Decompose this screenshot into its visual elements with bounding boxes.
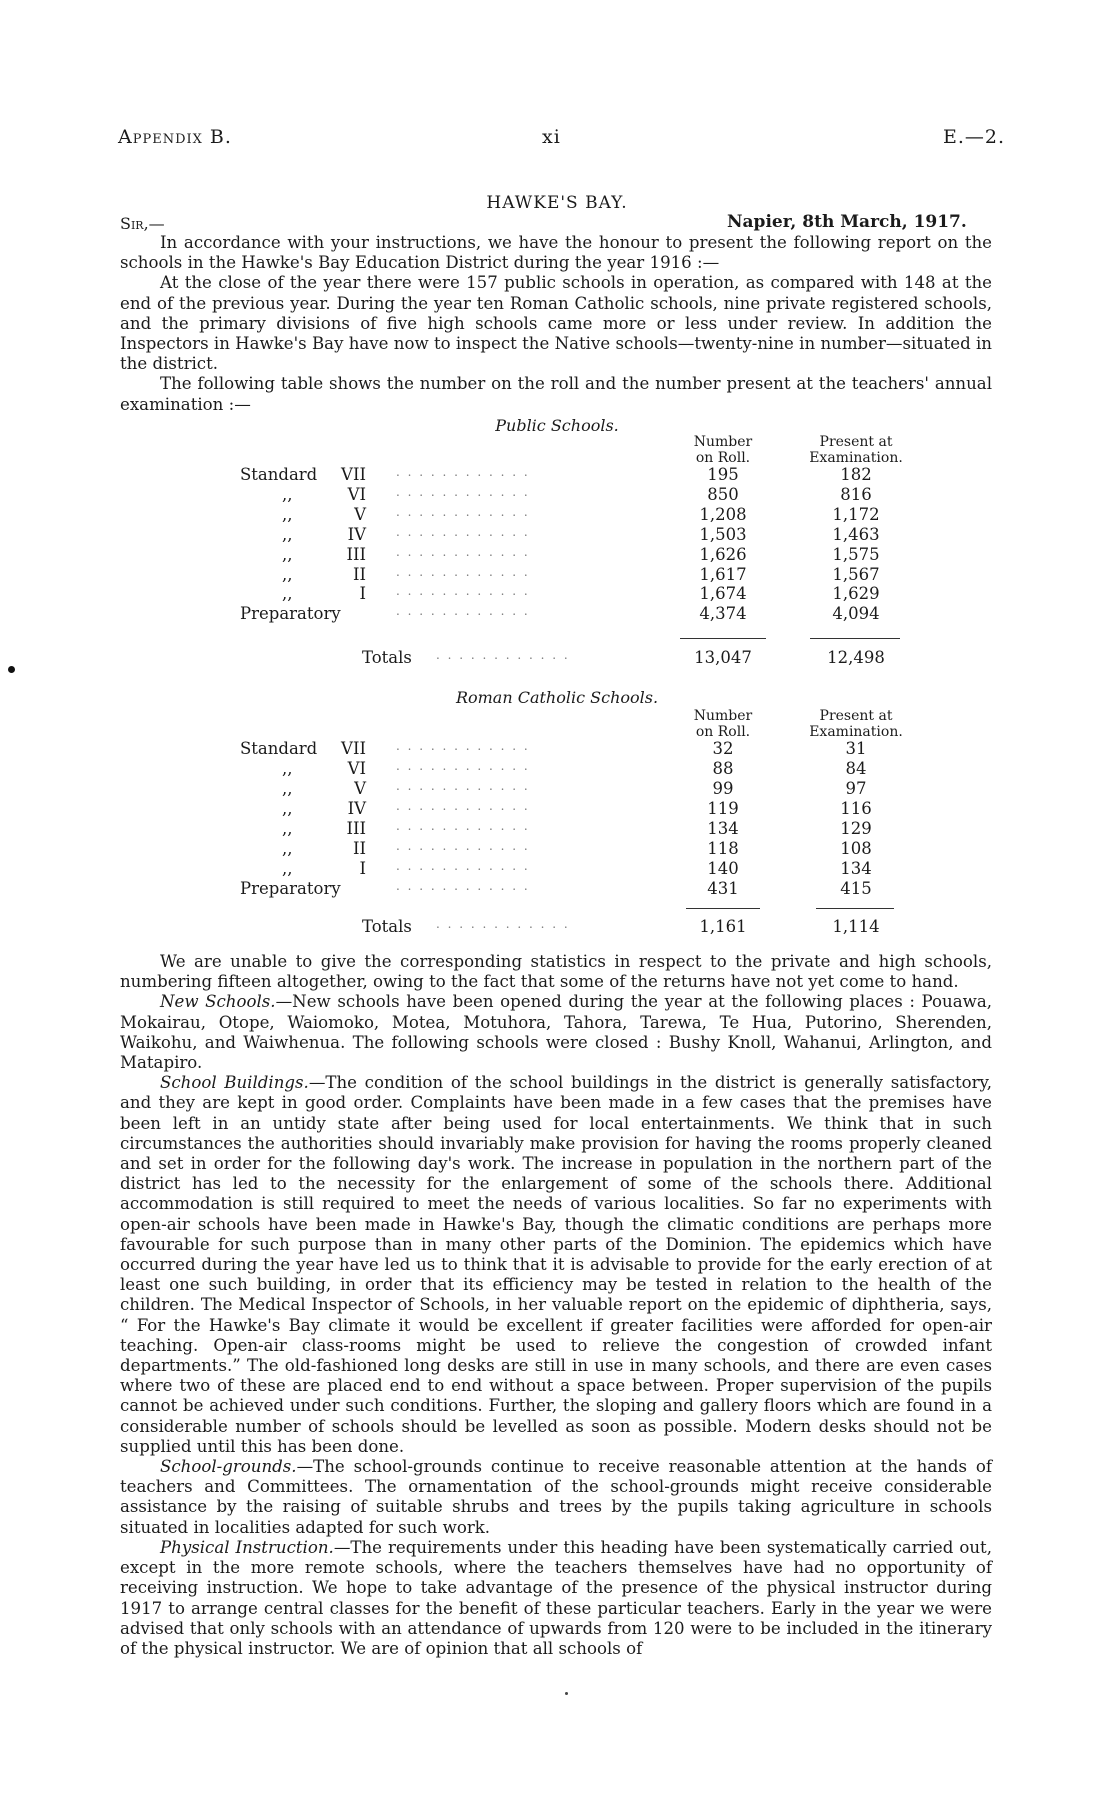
leader-dots: . . . . . . . . . . . .	[396, 779, 530, 793]
col-head-line: on Roll.	[695, 724, 751, 740]
header-appendix: Appendix B.	[118, 126, 232, 148]
leader-dots: . . . . . . . . . . . .	[396, 524, 530, 539]
paragraph-text: —New schools have been opened during the year at the following places : Pouawa, Mokairau, Otope, Waiomoko, Motea, Motuhora, Tahora, Tarewa, Te Hua, Putorino, Sherenden, Waikohu, and Waiwhenua. The following schools were closed : Bushy Knoll, Wahanui, Arlington, and Matapiro.	[120, 992, 992, 1073]
intro-section	[120, 233, 992, 415]
table-row	[0, 565, 1114, 585]
paragraph-heading: Physical Instruction.	[160, 1537, 334, 1557]
leader-dots: . . . . . . . . . . . .	[396, 544, 530, 559]
intro-paragraph: In accordance with your instructions, we have the honour to present the following report on the schools in the Hawke's Bay Education District during the year 1916 :—	[120, 233, 992, 273]
row-standard: III	[346, 544, 366, 564]
cell-present: 134	[840, 859, 872, 878]
totals-present: 12,498	[827, 648, 885, 667]
row-standard: V	[354, 504, 366, 524]
row-label: Standard	[240, 739, 318, 758]
cell-roll: 1,617	[699, 564, 747, 584]
cell-roll: 850	[707, 484, 739, 504]
row-standard: V	[354, 779, 366, 798]
intro-paragraph: The following table shows the number on the roll and the number present at the teachers' annual examination :—	[120, 374, 992, 414]
leader-dots: . . . . . . . . . . . .	[396, 739, 530, 753]
paragraph-text: —The requirements under this heading have been systematically carried out, except in the more remote schools, where the teachers themselves have had no opportunity of receiving instruction. We hope to take advantage of the presence of the physical instructor during 1917 to arrange central classes for the benefit of these particular teachers. Early in the year we were advised that only schools with an attendance of upwards from 120 were to be included in the itinerary of the physical instructor. We are of opinion that all schools of	[120, 1537, 992, 1658]
cell-roll: 4,374	[699, 604, 747, 624]
cell-present: 1,575	[832, 544, 880, 564]
col-head-line: Present at	[819, 708, 893, 724]
salutation: Sir,—	[120, 214, 165, 233]
row-label: ,,	[282, 799, 293, 818]
public-col-present-header	[796, 434, 916, 466]
paragraph-school-grounds	[120, 1457, 992, 1538]
leader-dots: . . . . . . . . . . . .	[396, 819, 530, 833]
row-standard: IV	[347, 524, 366, 544]
row-label: ,,	[282, 584, 293, 604]
col-head-line: Number	[693, 708, 753, 724]
row-label: ,,	[282, 524, 293, 544]
col-head-line: Number	[693, 434, 753, 450]
table-row	[0, 485, 1114, 505]
row-label: ,,	[282, 779, 293, 798]
paragraph-school-buildings	[120, 1073, 992, 1457]
row-standard: II	[352, 564, 366, 584]
leader-dots: . . . . . . . . . . . .	[396, 879, 530, 893]
paragraph-statistics	[120, 952, 992, 992]
leader-dots: . . . . . . . . . . . .	[396, 859, 530, 873]
totals-present: 1,114	[832, 917, 880, 936]
row-standard: VI	[347, 759, 366, 778]
leader-dots: . . . . . . . . . . . .	[396, 584, 530, 599]
cell-present: 116	[840, 799, 872, 818]
row-standard: I	[359, 859, 366, 878]
leader-dots: . . . . . . . . . . . .	[396, 799, 530, 813]
totals-label: Totals	[362, 648, 412, 667]
row-label: ,,	[282, 859, 293, 878]
col-head-line: Examination.	[809, 450, 903, 466]
row-standard: II	[352, 839, 366, 858]
cell-roll: 1,626	[699, 544, 747, 564]
row-standard: III	[346, 819, 366, 838]
public-totals-row	[0, 648, 1114, 668]
cell-roll: 1,208	[699, 504, 747, 524]
cell-present: 1,567	[832, 564, 880, 584]
cell-present: 816	[840, 484, 872, 504]
leader-dots: . . . . . . . . . . . .	[396, 465, 530, 479]
leader-dots: . . . . . . . . . . . .	[396, 839, 530, 853]
row-label: Preparatory	[240, 879, 341, 898]
header-reference: E.—2.	[943, 126, 1006, 148]
dateline: Napier, 8th March, 1917.	[727, 212, 967, 232]
public-present-rule	[810, 638, 900, 639]
public-roll-rule	[680, 638, 766, 639]
table-row	[0, 839, 1114, 859]
leader-dots: . . . . . . . . . . . .	[396, 759, 530, 773]
public-table-title: Public Schools.	[495, 416, 619, 435]
leader-dots: . . . . . . . . . . . .	[436, 917, 570, 931]
row-label: ,,	[282, 759, 293, 778]
table-row	[0, 525, 1114, 545]
row-standard: VI	[347, 484, 366, 504]
totals-roll: 1,161	[699, 917, 747, 936]
row-label: ,,	[282, 544, 293, 564]
totals-roll: 13,047	[694, 648, 752, 667]
cell-roll: 1,674	[699, 584, 747, 604]
leader-dots: . . . . . . . . . . . .	[396, 484, 530, 499]
col-head-line: Present at	[819, 434, 893, 450]
cell-present: 31	[845, 739, 867, 758]
leader-dots: . . . . . . . . . . . .	[396, 604, 530, 619]
row-label: Standard	[240, 465, 318, 484]
row-label: ,,	[282, 564, 293, 584]
leader-dots: . . . . . . . . . . . .	[436, 648, 570, 662]
table-row	[0, 879, 1114, 899]
cell-roll: 32	[712, 739, 734, 758]
page-speck	[565, 1692, 568, 1695]
cell-roll: 1,503	[699, 524, 747, 544]
paragraph-text: —The condition of the school buildings in the district is generally satisfactory, and they are kept in good order. Complaints have been made in a few cases that the premises have been left in an untidy state after being used for local entertainments. We think that in such circumstances the authorities should invariably make provision for having the rooms properly cleaned and set in order for the following day's work. The increase in population in the northern part of the district has led to the necessity for the enlargement of some of the schools there. Additional accommodation is still required to meet the needs of various localities. So far no experiments with open-air schools have been made in Hawke's Bay, though the climatic conditions are perhaps more favourable for such purpose than in many other parts of the Dominion. The epidemics which have occurred during the year have led us to think that it is advisable to provide for the early erection of at least one such building, in order that its efficiency may be tested in relation to the health of the children. The Medical Inspector of Schools, in her valuable report on the epidemic of diphtheria, says, “ For the Hawke's Bay climate it would be excellent if greater facilities were afforded for open-air teaching. Open-air class-rooms might be used to relieve the congestion of crowded infant departments.” The old-fashioned long desks are still in use in many schools, and there are even cases where two of these are placed end to end without a space between. Proper supervision of the pupils cannot be achieved under such conditions. Further, the sloping and gallery floors which are found in a considerable number of schools should be levelled as soon as possible. Modern desks should not be supplied until this has been done.	[120, 1073, 992, 1456]
col-head-line: Examination.	[809, 724, 903, 740]
leader-dots: . . . . . . . . . . . .	[396, 564, 530, 579]
row-label: Preparatory	[240, 604, 341, 624]
paragraph-heading: New Schools.	[160, 992, 276, 1012]
table-row	[0, 545, 1114, 565]
page-title: HAWKE'S BAY.	[486, 193, 628, 213]
cell-present: 415	[840, 879, 872, 898]
rc-present-rule	[816, 908, 894, 909]
table-row	[0, 759, 1114, 779]
table-row	[0, 819, 1114, 839]
public-col-roll-header	[668, 434, 778, 466]
row-label: ,,	[282, 504, 293, 524]
cell-present: 97	[845, 779, 867, 798]
row-standard: I	[359, 584, 366, 604]
cell-roll: 134	[707, 819, 739, 838]
table-row	[0, 859, 1114, 879]
paragraph-heading: School Buildings.	[160, 1073, 309, 1093]
cell-roll: 99	[712, 779, 734, 798]
row-standard: VII	[341, 465, 366, 484]
paragraph-text: —The school-grounds continue to receive reasonable attention at the hands of teachers and Committees. The ornamentation of the school-grounds might receive considerable assistance by the raising of suitable shrubs and trees by the pupils taking agriculture in schools situated in localities adapted for such work.	[120, 1457, 992, 1537]
cell-present: 84	[845, 759, 867, 778]
cell-present: 1,463	[832, 524, 880, 544]
rc-table-title: Roman Catholic Schools.	[455, 688, 659, 707]
paragraph-heading: School-grounds.	[160, 1457, 297, 1477]
table-row	[0, 584, 1114, 604]
row-label: ,,	[282, 484, 293, 504]
cell-present: 4,094	[832, 604, 880, 624]
table-row	[0, 505, 1114, 525]
col-head-line: on Roll.	[695, 450, 751, 466]
margin-mark	[8, 666, 15, 673]
totals-label: Totals	[362, 917, 412, 936]
cell-roll: 118	[707, 839, 739, 858]
cell-present: 182	[840, 465, 872, 484]
row-standard: VII	[341, 739, 366, 758]
cell-present: 1,172	[832, 504, 880, 524]
intro-paragraph: At the close of the year there were 157 public schools in operation, as compared with 148 at the end of the previous year. During the year ten Roman Catholic schools, nine private registered schools, and the primary divisions of five high schools came more or less under review. In addition the Inspectors in Hawke's Bay have now to inspect the Native schools—twenty-nine in number—situated in the district.	[120, 273, 992, 374]
header-page-number: xi	[542, 126, 561, 148]
leader-dots: . . . . . . . . . . . .	[396, 504, 530, 519]
cell-roll: 119	[707, 799, 739, 818]
row-label: ,,	[282, 839, 293, 858]
cell-present: 108	[840, 839, 872, 858]
table-row	[0, 799, 1114, 819]
table-row	[0, 465, 1114, 485]
cell-roll: 431	[707, 879, 739, 898]
rc-roll-rule	[686, 908, 760, 909]
cell-roll: 140	[707, 859, 739, 878]
table-row	[0, 604, 1114, 624]
row-label: ,,	[282, 819, 293, 838]
paragraph-new-schools	[120, 992, 992, 1073]
row-standard: IV	[347, 799, 366, 818]
report-body	[120, 952, 992, 1659]
cell-roll: 195	[707, 465, 739, 484]
cell-present: 129	[840, 819, 872, 838]
paragraph-text: We are unable to give the corresponding statistics in respect to the private and high schools, numbering fifteen altogether, owing to the fact that some of the returns have not yet come to hand.	[120, 952, 992, 992]
rc-totals-row	[0, 917, 1114, 937]
cell-present: 1,629	[832, 584, 880, 604]
table-row	[0, 739, 1114, 759]
rc-col-present-header	[796, 708, 916, 740]
paragraph-physical-instruction	[120, 1538, 992, 1659]
cell-roll: 88	[712, 759, 734, 778]
table-row	[0, 779, 1114, 799]
rc-col-roll-header	[668, 708, 778, 740]
